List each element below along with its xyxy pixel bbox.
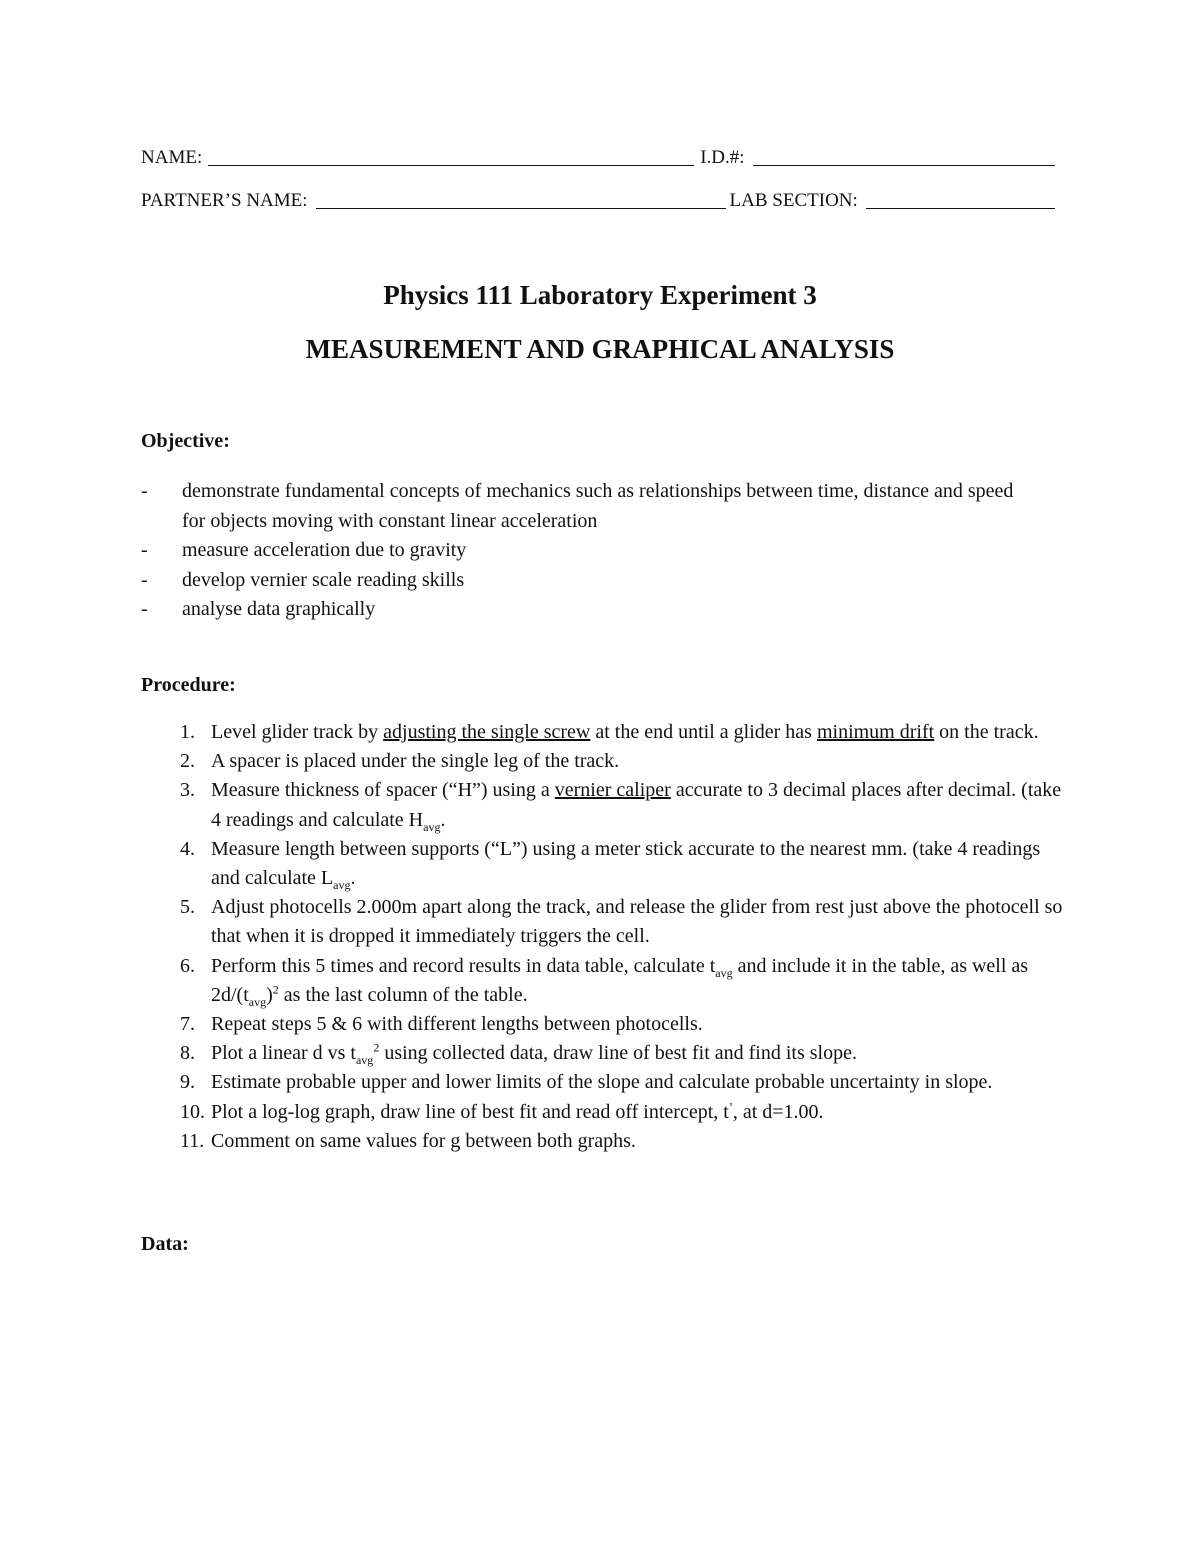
procedure-step: 5. Adjust photocells 2.000m apart along the track, and release the glider from rest just above the photocell so that when it is dropped it immediately triggers the cell. xyxy=(180,896,1063,948)
procedure-step: 2. A spacer is placed under the single leg of the track. xyxy=(180,750,620,773)
objective-list xyxy=(141,477,1041,625)
objective-heading: Objective: xyxy=(141,430,230,452)
procedure-step: 9. Estimate probable upper and lower limits of the slope and calculate probable uncertainty in slope. xyxy=(180,1071,993,1094)
lab-section-label: LAB SECTION: xyxy=(729,190,858,211)
id-label: I.D.#: xyxy=(700,147,745,168)
procedure-step: 4. Measure length between supports (“L”) using a meter stick accurate to the nearest mm. (take 4 readings and calculate $L_{avg}$. xyxy=(180,837,1041,893)
procedure-step: 1. Level glider track by adjusting the single screw at the end until a glider has minimum drift on the track. xyxy=(180,721,1039,743)
partner-section-row xyxy=(141,188,1055,212)
procedure-step: 6. Perform this 5 times and record results in data table, calculate $t_{avg}$ and include it in the table, as well as $2d/(t_{avg})^2$ as the last column of the table. xyxy=(180,954,1029,1009)
procedure-step: 10. Plot a log-log graph, draw line of best fit and read off intercept, t’, at d=1.00. xyxy=(180,1098,824,1123)
name-field[interactable] xyxy=(208,145,694,166)
name-label: NAME: xyxy=(141,147,203,168)
procedure-step: 8. Plot a linear d vs $t_{avg}^2$ using collected data, draw line of best fit and find its slope. xyxy=(180,1040,857,1068)
data-heading: Data: xyxy=(141,1233,189,1255)
procedure-step: 7. Repeat steps 5 & 6 with different lengths between photocells. xyxy=(180,1013,703,1036)
procedure-step: 11. Comment on same values for g between both graphs. xyxy=(180,1129,636,1152)
objective-item: - measure acceleration due to gravity xyxy=(141,539,467,561)
partner-name-field[interactable] xyxy=(316,188,726,209)
objective-item: - develop vernier scale reading skills xyxy=(141,568,465,591)
procedure-heading: Procedure: xyxy=(141,674,236,696)
lab-section-field[interactable] xyxy=(866,188,1055,209)
procedure-step: 3. Measure thickness of spacer (“H”) using a vernier caliper accurate to 3 decimal places after decimal. (take 4 readings and calculate $H_{avg}$. xyxy=(180,779,1062,834)
objective-item: - demonstrate fundamental concepts of mechanics such as relationships between time, distance and speed for objects moving with constant linear acceleration xyxy=(141,480,1014,532)
objective-item: - analyse data graphically xyxy=(141,598,376,620)
document-title: Physics 111 Laboratory Experiment 3 xyxy=(383,280,817,310)
name-id-row xyxy=(141,145,1055,169)
id-field[interactable] xyxy=(753,145,1055,166)
partner-name-label: PARTNER’S NAME: xyxy=(141,190,308,211)
procedure-list xyxy=(141,718,1071,1156)
document-subtitle: MEASUREMENT AND GRAPHICAL ANALYSIS xyxy=(305,334,895,364)
